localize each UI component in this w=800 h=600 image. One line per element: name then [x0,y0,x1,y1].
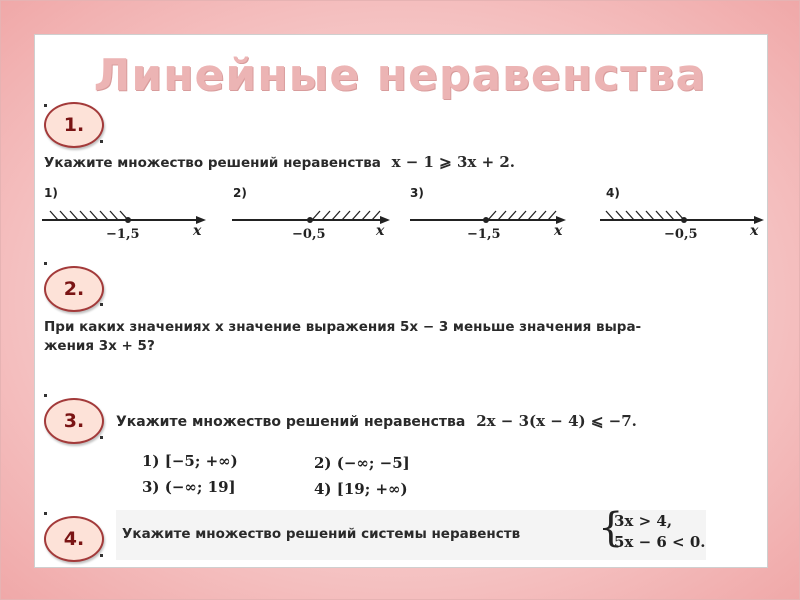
bullet-dot [100,140,103,143]
task-1-option-4-label: 4) [606,186,620,200]
task-1-inequality: x − 1 ⩾ 3x + 2. [391,153,516,171]
task-1-option-2-label: 2) [233,186,247,200]
task-3-prompt [116,412,637,430]
task-1-badge: 1. [44,102,104,148]
bullet-dot [100,554,103,557]
task-1-prompt-text: Укажите множество решений неравенства [44,155,381,171]
bullet-dot [100,303,103,306]
task-3-answer-2: 2) (−∞; −5] [314,454,410,472]
task-3-answer-4: 4) [19; +∞) [314,480,408,498]
task-1-option-2-value: −0,5 [292,227,326,242]
task-1-option-4-axis: x [750,223,759,239]
task-4-prompt: Укажите множество решений системы неравенств [122,526,521,542]
task-4-system-line-1: 3x > 4, [614,512,673,530]
task-1-option-4-value: −0,5 [664,227,698,242]
bullet-dot [44,104,47,107]
bullet-dot [44,262,47,265]
task-1-option-3-label: 3) [410,186,424,200]
task-3-answer-1: 1) [−5; +∞) [142,452,238,470]
task-1-option-3-value: −1,5 [467,227,501,242]
system-brace: { [598,505,624,551]
task-3-inequality: 2x − 3(x − 4) ⩽ −7. [476,412,637,430]
task-1-option-2-axis: x [376,223,385,239]
bullet-dot [44,394,47,397]
task-2-line-1: При каких значениях x значение выражения 5x − 3 меньше значения выра- [44,319,642,335]
task-3-answer-3: 3) (−∞; 19] [142,478,236,496]
task-1-option-1-value: −1,5 [106,227,140,242]
task-4-badge: 4. [44,516,104,562]
task-1-prompt [44,153,515,171]
task-3-prompt-text: Укажите множество решений неравенства [116,414,466,430]
task-4-system-line-2: 5x − 6 < 0. [614,533,706,551]
task-3-badge: 3. [44,398,104,444]
bullet-dot [44,512,47,515]
bullet-dot [100,436,103,439]
slide-title: Линейные неравенства [93,50,707,101]
task-1-option-1-label: 1) [44,186,58,200]
task-1-option-1-axis: x [193,223,202,239]
task-1-option-3-axis: x [554,223,563,239]
task-2-line-2: жения 3x + 5? [44,338,155,354]
task-2-badge: 2. [44,266,104,312]
